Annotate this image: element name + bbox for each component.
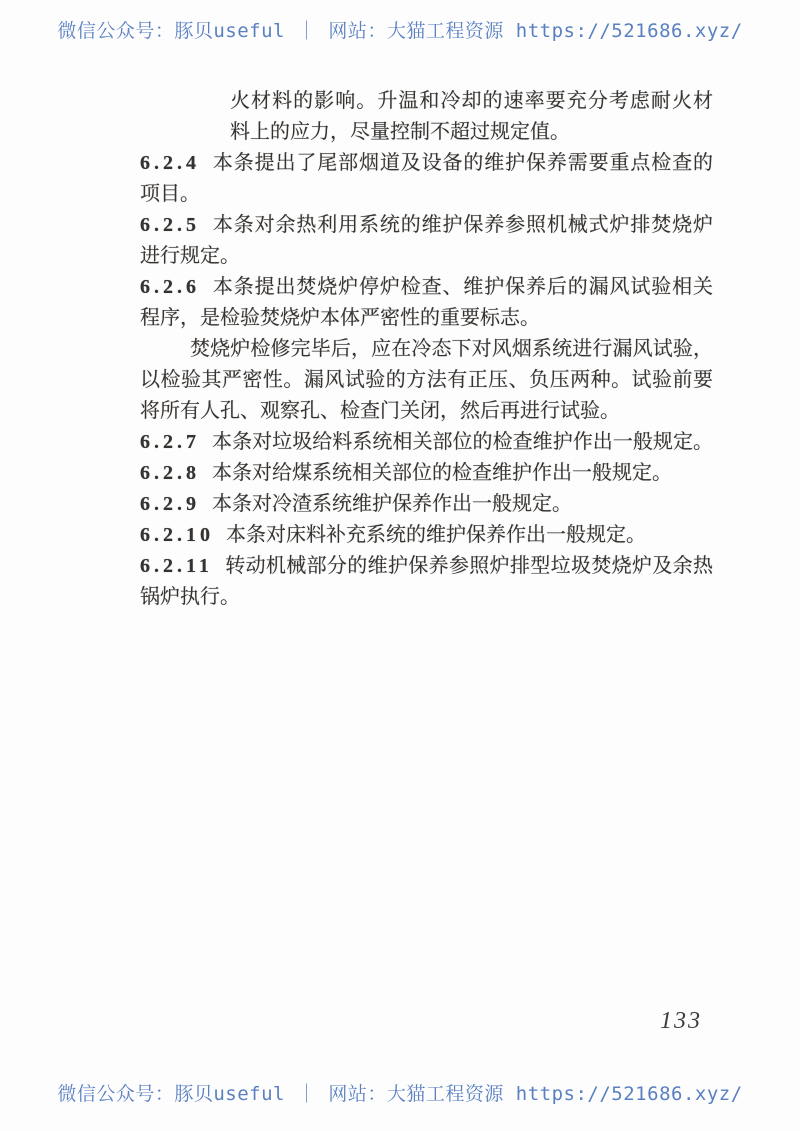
paragraph-line [140,179,713,210]
clause-number: 6.2.5 [140,214,200,236]
clause-text: 转动机械部分的维护保养参照炉排型垃圾焚烧炉及余热 [224,555,713,577]
clause-line [140,210,713,241]
clause-text: 进行规定。 [140,245,240,267]
paragraph-line [140,303,713,334]
page-number: 133 [660,1008,702,1034]
clause-text: 本条提出焚烧炉停炉检查、维护保养后的漏风试验相关 [212,276,713,298]
paragraph-line [140,86,713,117]
watermark-footer: 微信公众号：豚贝useful ｜ 网站：大猫工程资源 https://521686.xyz/ [57,1083,743,1105]
clause-number: 6.2.7 [140,431,200,453]
paragraph-line [140,117,713,148]
paragraph-text: 料上的应力，尽量控制不超过规定值。 [230,121,570,143]
paragraph-line [140,365,713,396]
clause-text: 本条对冷渣系统维护保养作出一般规定。 [212,493,572,515]
document-body [140,86,713,613]
clause-number: 6.2.10 [140,524,214,546]
clause-text: 本条提出了尾部烟道及设备的维护保养需要重点检查的 [212,152,713,174]
clause-text: 本条对床料补充系统的维护保养作出一般规定。 [226,524,646,546]
clause-number: 6.2.9 [140,493,200,515]
clause-line [140,520,713,551]
clause-number: 6.2.11 [140,555,213,577]
paragraph-line [140,334,713,365]
clause-text: 锅炉执行。 [140,586,240,608]
paragraph-text: 将所有人孔、观察孔、检查门关闭，然后再进行试验。 [140,400,620,422]
clause-text: 程序，是检验焚烧炉本体严密性的重要标志。 [140,307,540,329]
clause-text: 本条对给煤系统相关部位的检查维护作出一般规定。 [212,462,672,484]
clause-line [140,551,713,582]
clause-line [140,489,713,520]
clause-line [140,427,713,458]
paragraph-line [140,241,713,272]
paragraph-text: 焚烧炉检修完毕后，应在冷态下对风烟系统进行漏风试验， [190,338,713,360]
paragraph-text: 以检验其严密性。漏风试验的方法有正压、负压两种。试验前要 [140,369,713,391]
paragraph-line [140,396,713,427]
watermark-header: 微信公众号：豚贝useful ｜ 网站：大猫工程资源 https://521686.xyz/ [57,20,743,42]
clause-line [140,272,713,303]
clause-number: 6.2.4 [140,152,200,174]
clause-number: 6.2.8 [140,462,200,484]
clause-text: 项目。 [140,183,200,205]
clause-text: 本条对垃圾给料系统相关部位的检查维护作出一般规定。 [212,431,713,453]
paragraph-line [140,582,713,613]
clause-number: 6.2.6 [140,276,200,298]
paragraph-text: 火材料的影响。升温和冷却的速率要充分考虑耐火材 [230,90,713,112]
clause-text: 本条对余热利用系统的维护保养参照机械式炉排焚烧炉 [212,214,713,236]
clause-line [140,458,713,489]
clause-line [140,148,713,179]
